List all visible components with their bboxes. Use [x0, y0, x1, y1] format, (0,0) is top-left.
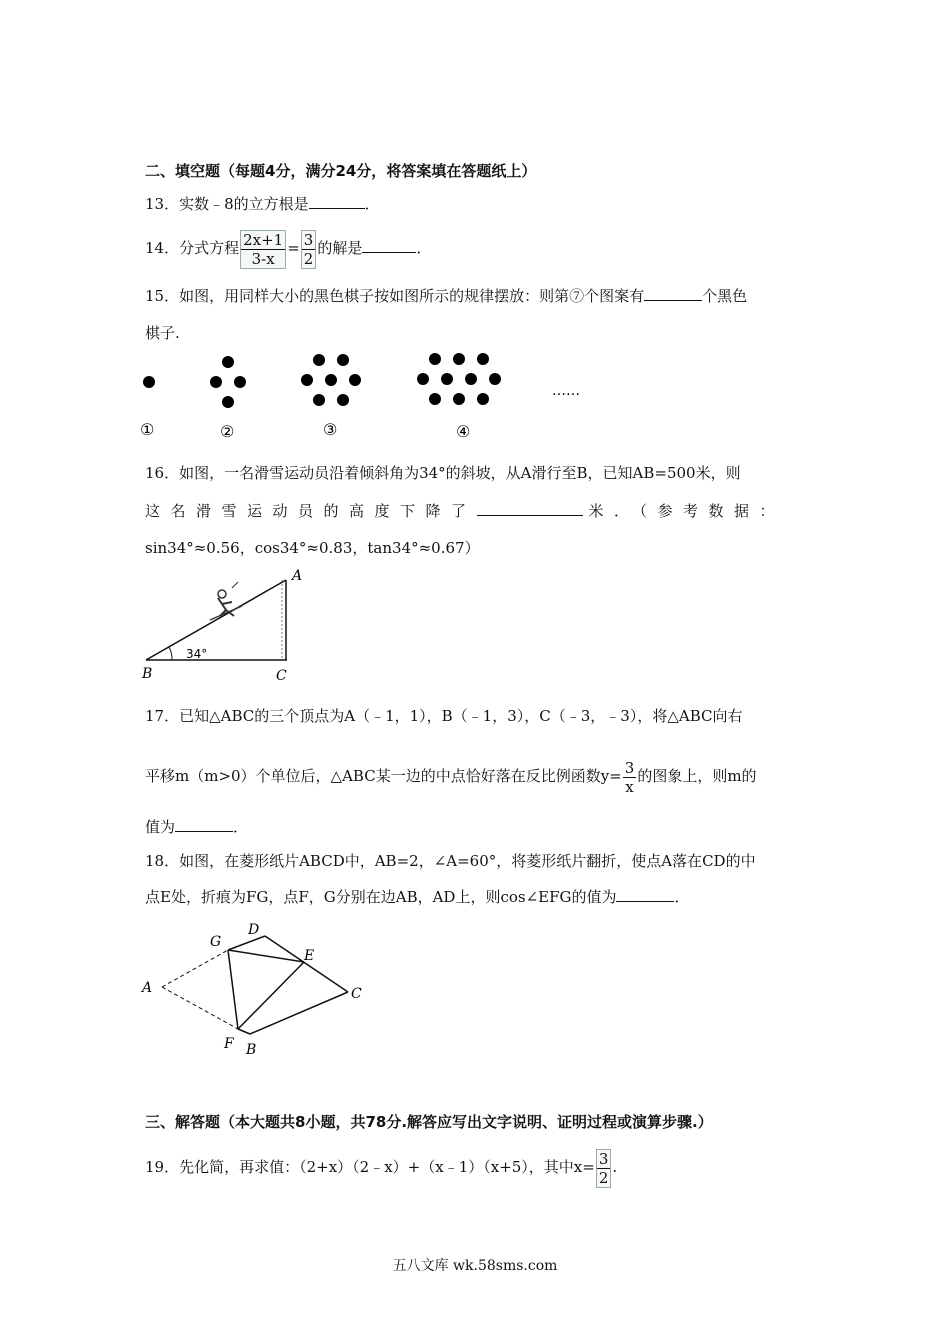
segment-cb: [250, 992, 348, 1034]
fraction-1-denominator: 3-x: [251, 249, 275, 268]
segment-fe: [238, 962, 304, 1029]
dot: [477, 393, 489, 405]
segment-bf: [238, 1029, 250, 1034]
q16-text-after: 米．（参考数据：: [588, 502, 786, 520]
rhombus-fold-figure: [140, 912, 370, 1062]
q13-text: 13．实数﹣8的立方根是: [145, 195, 309, 213]
fraction-2: [301, 230, 317, 269]
q17-text: 平移m（m>0）个单位后，△ABC某一边的中点恰好落在反比例函数y=: [145, 767, 622, 785]
q13-end: ．: [364, 195, 380, 213]
fraction-denominator: 2: [598, 1168, 609, 1187]
dot: [453, 393, 465, 405]
answer-blank: [309, 194, 365, 209]
q18-text: 点E处，折痕为FG，点F，G分别在边AB，AD上，则cos∠EFG的值为: [145, 888, 617, 906]
dot: [222, 356, 234, 368]
dot: [453, 353, 465, 365]
dot: [313, 394, 325, 406]
question-17-line-1: 17．已知△ABC的三个顶点为A（﹣1，1），B（﹣1，3），C（﹣3，﹣3），将△ABC向右: [145, 707, 743, 725]
ellipsis: ……: [552, 383, 580, 399]
fraction-denominator: x: [625, 777, 634, 796]
question-15-line-1: [145, 285, 747, 307]
slope-line-ab: [146, 580, 286, 660]
section-title-fill-in: 二、填空题（每题4分，满分24分，将答案填在答题纸上）: [145, 162, 537, 180]
q15-text-after: 个黑色: [702, 287, 748, 305]
q19-end: .: [612, 1158, 618, 1176]
q14-text-mid: 的解是: [317, 239, 363, 257]
question-16-line-3: sin34°≈0.56，cos34°≈0.83，tan34°≈0.67）: [145, 539, 480, 557]
answer-blank: [362, 238, 416, 253]
dashed-line-ag: [162, 950, 228, 987]
label-c: C: [276, 668, 287, 684]
fraction-3-over-x: [623, 759, 637, 796]
answer-blank: [477, 501, 583, 516]
fraction-1-numerator: 2x+1: [243, 230, 284, 249]
dot: [489, 373, 501, 385]
label-a: A: [142, 980, 153, 996]
dot: [429, 393, 441, 405]
dashed-line-af: [162, 987, 238, 1029]
figure-label-3: ③: [323, 420, 338, 439]
footer-watermark: 五八文库 wk.58sms.com: [392, 1258, 558, 1274]
q15-text: 15．如图，用同样大小的黑色棋子按如图所示的规律摆放：则第⑦个图案有: [145, 287, 645, 305]
fraction-1: [240, 230, 286, 269]
q17-end: ．: [233, 818, 249, 836]
segment-gd: [228, 936, 265, 950]
label-b: B: [142, 666, 153, 682]
fraction-numerator: 3: [598, 1149, 609, 1168]
dot: [325, 374, 337, 386]
q17-text-end: 值为: [145, 818, 176, 836]
fraction-numerator: 3: [624, 758, 635, 777]
label-f: F: [224, 1036, 234, 1052]
figure-label-2: ②: [220, 422, 235, 441]
question-13: [145, 193, 380, 215]
segment-dc: [265, 936, 348, 992]
question-18-line-2: [145, 886, 690, 908]
question-19: [145, 1145, 617, 1189]
label-b: B: [246, 1042, 257, 1058]
section-title-solve: 三、解答题（本大题共8小题，共78分.解答应写出文字说明、证明过程或演算步骤.）: [145, 1113, 713, 1131]
fraction-2-denominator: 2: [303, 249, 314, 268]
slope-triangle-figure: [142, 566, 312, 684]
dot: [301, 374, 313, 386]
label-a: A: [292, 568, 303, 584]
angle-label: 34°: [186, 647, 208, 661]
question-15-line-2: 棋子.: [145, 324, 180, 342]
figure-label-4: ④: [456, 422, 471, 441]
dot: [337, 394, 349, 406]
dot: [429, 353, 441, 365]
dot: [234, 376, 246, 388]
q16-text: 这名滑雪运动员的高度下降了: [145, 502, 477, 520]
fraction-2-numerator: 3: [303, 230, 314, 249]
question-16-line-2: [145, 500, 785, 522]
label-g: G: [210, 934, 222, 950]
dot: [337, 354, 349, 366]
q18-end: ．: [674, 888, 690, 906]
label-c: C: [351, 986, 362, 1002]
dot: [477, 353, 489, 365]
q14-text: 14．分式方程: [145, 239, 240, 257]
equals-sign: =: [287, 239, 300, 257]
fraction-3-over-2: [596, 1149, 612, 1188]
label-e: E: [304, 948, 315, 964]
answer-blank: [175, 817, 233, 832]
question-17-line-3: [145, 816, 248, 838]
fold-line-gf: [228, 950, 238, 1029]
dot: [441, 373, 453, 385]
answer-blank: [644, 286, 702, 301]
dot: [417, 373, 429, 385]
dot: [349, 374, 361, 386]
dot: [143, 376, 155, 388]
dot: [465, 373, 477, 385]
dot: [222, 396, 234, 408]
figure-label-1: ①: [140, 420, 155, 439]
question-16-line-1: 16．如图，一名滑雪运动员沿着倾斜角为34°的斜坡，从A滑行至B，已知AB=500米，则: [145, 464, 741, 482]
q17-text-after: 的图象上，则m的: [637, 767, 757, 785]
label-d: D: [248, 922, 260, 938]
question-14: [145, 228, 431, 269]
dot: [313, 354, 325, 366]
question-17-line-2: [145, 754, 757, 798]
q19-text: 19．先化简，再求值：（2+x）（2﹣x）+（x﹣1）（x+5），其中x=: [145, 1158, 595, 1176]
dot: [210, 376, 222, 388]
question-18-line-1: 18．如图，在菱形纸片ABCD中，AB=2，∠A=60°，将菱形纸片翻折，使点A落在CD的中: [145, 852, 756, 870]
q14-end: ．: [416, 239, 432, 257]
segment-ge: [228, 950, 304, 962]
answer-blank: [616, 887, 674, 902]
dot-pattern-figure: [140, 345, 600, 445]
angle-arc: [169, 647, 172, 660]
